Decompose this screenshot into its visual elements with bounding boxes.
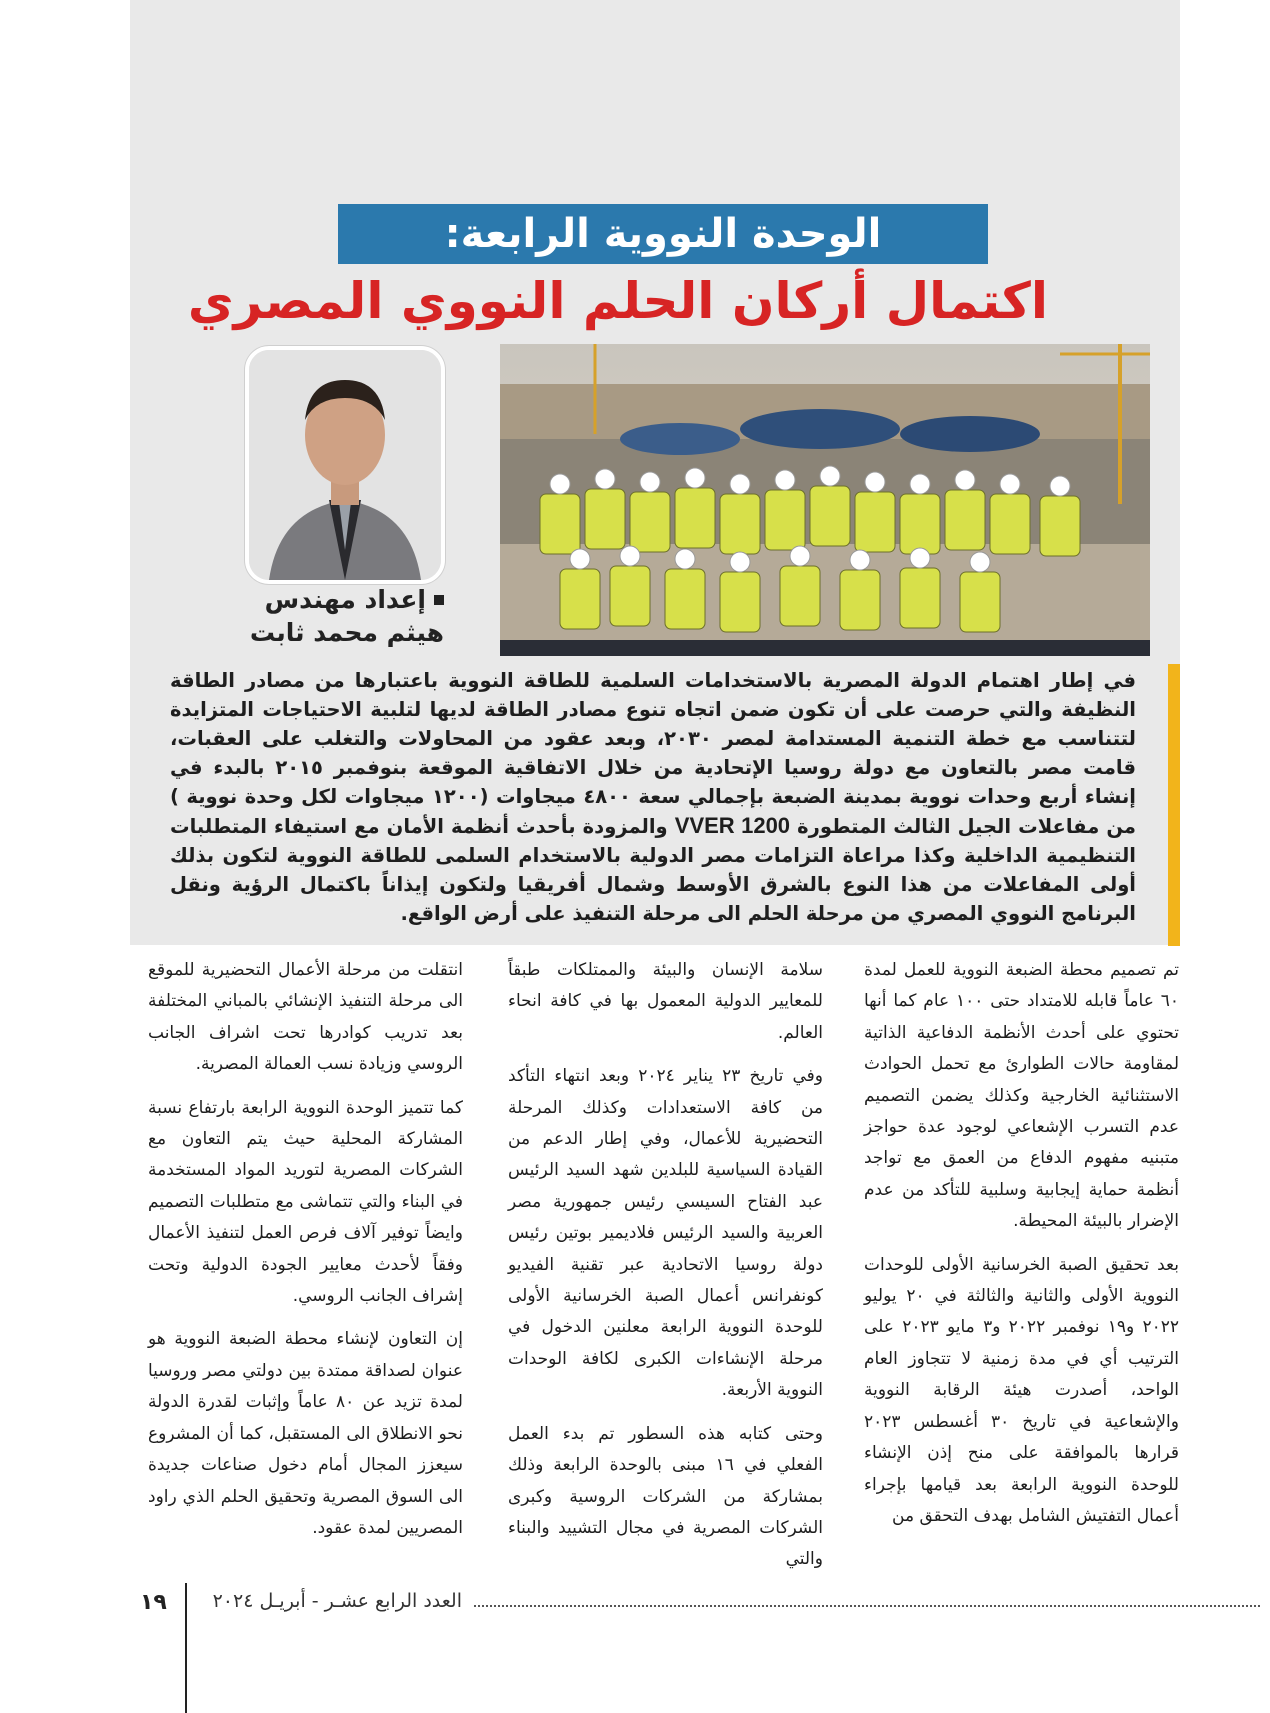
footer-dotted-rule: [474, 1605, 1260, 1607]
body-paragraph: تم تصميم محطة الضبعة النووية للعمل لمدة ٦٠ عاماً قابله للامتداد حتى ١٠٠ عام كما أنها تحتوي على أحدث الأنظمة الدفاعية الذاتية لمقاومة حالات الطوارئ مع تحمل الحوادث الاستثنائية الخارجية وكذلك يضمن التصميم عدم التسرب الإشعاعي لوجود عدة حواجز متبنيه مفهوم الدفاع من العمق مع تواجد أنظمة حماية إيجابية وسلبية للتأكد من عدم الإضرار بالبيئة المحيطة.: [864, 960, 1179, 1232]
page-number: ١٩: [140, 1590, 167, 1615]
body-column-1: [864, 955, 1179, 1544]
issue-info: العدد الرابع عشـر - أبريـل ٢٠٢٤: [212, 1590, 462, 1612]
bullet-square-icon: [434, 595, 444, 605]
construction-site-group-photo: [500, 344, 1150, 656]
intro-paragraph: [170, 666, 1136, 928]
author-portrait: [245, 346, 445, 584]
author-role: إعداد مهندس: [264, 585, 426, 614]
intro-text-part-1: في إطار اهتمام الدولة المصرية بالاستخدامات السلمية للطاقة النووية باعتبارها من مصادر الطاقة النظيفة والتي حرصت على أن تكون ضمن اتجاه تنوع مصادر الطاقة لديها لتلبية الاحتياجات المتزايدة لتتناسب مع خطة التنمية المستدامة لمصر ٢٠٣٠، وبعد عقود من المحاولات والتغلب على العقبات، قامت مصر بالتعاون مع دولة روسيا الإتحادية من خلال الاتفاقية الموقعة بنوفمبر ٢٠١٥ بالبدء في إنشاء أربع وحدات نووية بمدينة الضبعة بإجمالي سعة ٤٨٠٠ ميجاوات (١٢٠٠ ميجاوات لكل وحدة نووية ) من مفاعلات الجيل الثالث المتطورة: [170, 669, 1137, 838]
article-subtitle: اكتمال أركان الحلم النووي المصري: [187, 272, 1048, 330]
body-paragraph: وحتى كتابه هذه السطور تم بدء العمل الفعلي في ١٦ مبنى بالوحدة الرابعة وذلك بمشاركة من الشركات الروسية وكبرى الشركات المصرية في مجال التشييد والبناء والتي: [508, 1423, 824, 1570]
body-paragraph: وفي تاريخ ٢٣ يناير ٢٠٢٤ وبعد انتهاء التأكد من كافة الاستعدادات وكذلك المرحلة التحضيرية للأعمال، وفي إطار الدعم من القيادة السياسية للبلدين شهد السيد الرئيس عبد الفتاح السيسي رئيس جمهورية مصر العربية والسيد الرئيس فلاديمير بوتين رئيس دولة روسيا الاتحادية عبر تقنية الفيديو كونفرانس أعمال الصبة الخرسانية الأولى للوحدة النووية الرابعة معلنين الدخول في مرحلة الإنشاءات الكبرى لكافة الوحدات النووية الأربعة.: [508, 1066, 824, 1401]
article-title: الوحدة النووية الرابعة:: [444, 211, 882, 257]
body-paragraph: بعد تحقيق الصبة الخرسانية الأولى للوحدات النووية الأولى والثانية والثالثة في ٢٠ يوليو ٢٠٢٢ و١٩ نوفمبر ٢٠٢٢ و٣ مايو ٢٠٢٣ على الترتيب أي في مدة زمنية لا تتجاوز العام الواحد، أصدرت هيئة الرقابة النووية والإشعاعية في تاريخ ٣٠ أغسطس ٢٠٢٣ قرارها بالموافقة على منح إذن الإنشاء للوحدة النووية الرابعة بعد قيامها بإجراء أعمال التفتيش الشامل بهدف التحقق من: [864, 1254, 1180, 1526]
body-paragraph: إن التعاون لإنشاء محطة الضبعة النووية هو عنوان لصداقة ممتدة بين دولتي مصر وروسيا لمدة تزيد عن ٨٠ عاماً وإثبات لقدرة الدولة نحو الانطلاق الى المستقبل، كما أن المشروع سيعزز المجال أمام دخول صناعات جديدة الى السوق المصرية وتحقيق الحلم الذي راود المصريين لمدة عقود.: [148, 1329, 463, 1538]
body-column-2: [508, 955, 823, 1588]
body-paragraph: كما تتميز الوحدة النووية الرابعة بارتفاع نسبة المشاركة المحلية حيث يتم التعاون مع الشركات المصرية لتوريد المواد المستخدمة في البناء والتي تتماشى مع متطلبات التصميم وايضاً توفير آلاف فرص العمل لتنفيذ الأعمال وفقاً لأحدث معايير الجودة الدولية وتحت إشراف الجانب الروسي.: [148, 1097, 463, 1307]
intro-text-part-2: والمزودة بأحدث أنظمة الأمان مع استيفاء المتطلبات التنظيمية الداخلية وكذا مراعاة التزامات مصر الدولية بالاستخدام السلمى للطاقة النووية لتكون بذلك أولى المفاعلات من هذا النوع بالشرق الأوسط وشمال أفريقيا ولتكون إيذاناً باكتمال الرؤية ونقل البرنامج النووي المصري من مرحلة الحلم الى مرحلة التنفيذ على أرض الواقع.: [170, 815, 1136, 925]
author-name: هيثم محمد ثابت: [249, 618, 444, 647]
body-paragraph: انتقلت من مرحلة الأعمال التحضيرية للموقع الى مرحلة التنفيذ الإنشائي بالمباني المختلفة بعد تدريب كوادرها تحت اشراف الجانب الروسي وزيادة نسب العمالة المصرية.: [148, 960, 463, 1075]
title-banner: [338, 204, 988, 264]
author-byline: [244, 585, 444, 647]
footer-separator: [185, 1583, 187, 1713]
reactor-model: VVER 1200: [674, 813, 791, 838]
intro-accent-bar: [1168, 664, 1180, 946]
author-role-line: [244, 585, 444, 614]
body-paragraph: سلامة الإنسان والبيئة والممتلكات طبقاً للمعايير الدولية المعمول بها في كافة انحاء العالم.: [508, 960, 823, 1043]
body-column-3: [148, 955, 463, 1556]
